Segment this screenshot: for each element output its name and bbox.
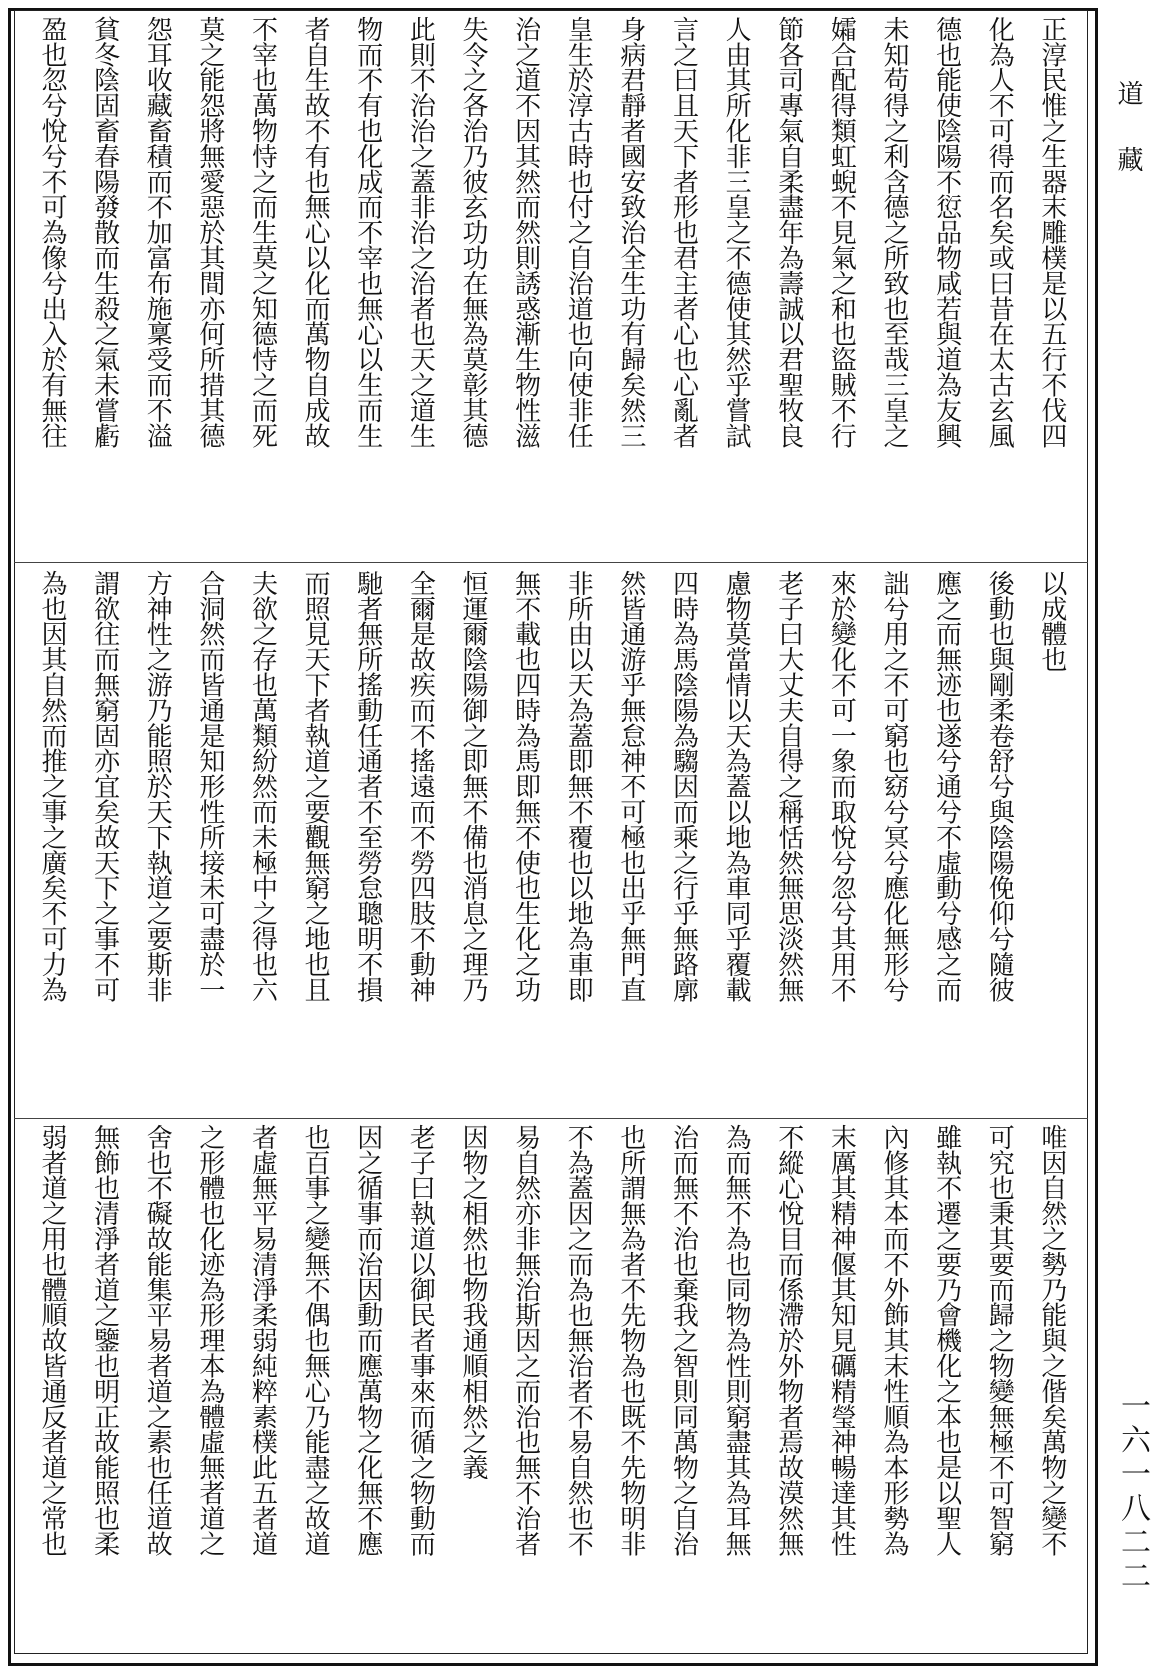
text-column: 無不載也四時為馬即無不使也生化之功 [510,570,541,1002]
text-column: 雖執不遷之要乃會機化之本也是以聖人 [931,1124,962,1556]
page-number: 一六一八二二 [1115,1390,1150,1594]
text-column: 舍也不礙故能集平易者道之素也任道故 [142,1124,173,1556]
text-column: 不縱心悅目而係滯於外物者焉故漠然無 [773,1124,804,1556]
text-column: 夫欲之存也萬類紛然而未極中之得也六 [247,570,278,1002]
text-column: 皇生於淳古時也付之自治道也向使非任 [563,16,594,448]
text-column: 者自生故不有也無心以化而萬物自成故 [300,16,331,448]
text-column: 慮物莫當情以天為蓋以地為車同乎覆載 [721,570,752,1002]
text-column: 正淳民惟之生器末雕樸是以五行不伐四 [1036,16,1067,448]
text-column: 方神性之游乃能照於天下執道之要斯非 [142,570,173,1002]
text-column: 盈也忽兮悅兮不可為像兮出入於有無往 [37,16,67,448]
text-column: 恒運爾陰陽御之即無不備也消息之理乃 [458,570,488,1002]
text-column: 全爾是故疾而不搖遠而不勞四肢不動神 [405,570,436,1002]
text-column: 莫之能怨將無愛惡於其間亦何所措其德 [194,16,225,448]
text-column: 四時為馬陰陽為騶因而乘之行乎無路廓 [668,570,699,1002]
text-column: 易自然亦非無治斯因之而治也無不治者 [510,1124,541,1556]
text-column: 者虛無平易清淨柔弱純粹素樸此五者道 [247,1124,278,1556]
text-column: 言之曰且天下者形也君主者心也心亂者 [668,16,699,448]
text-column: 唯因自然之勢乃能與之偕矣萬物之變不 [1036,1124,1067,1556]
text-column: 謂欲往而無窮固亦宜矣故天下之事不可 [89,570,120,1002]
text-column: 為也因其自然而推之事之廣矣不可力為 [37,570,67,1002]
text-column: 而照見天下者執道之要觀無窮之地也且 [300,570,331,1002]
text-column: 可究也秉其要而歸之物變無極不可智窮 [984,1124,1015,1556]
text-column: 因之循事而治因動而應萬物之化無不應 [352,1124,383,1556]
text-column: 詘兮用之不可窮也窈兮冥兮應化無形兮 [879,570,909,1002]
text-column: 弱者道之用也體順故皆通反者道之常也 [37,1124,67,1556]
text-column: 人由其所化非三皇之不德使其然乎嘗試 [721,16,752,448]
margin-title: 道藏 [1113,80,1143,212]
text-column: 身病君靜者國安致治全生功有歸矣然三 [615,16,646,448]
text-column: 合洞然而皆通是知形性所接未可盡於一 [194,570,225,1002]
text-column: 也百事之變無不偶也無心乃能盡之故道 [300,1124,331,1556]
text-column: 之形體也化迹為形理本為體虛無者道之 [194,1124,225,1556]
text-column: 老子曰大丈夫自得之稱恬然無思淡然無 [773,570,804,1002]
text-panel-1 [22,16,1082,566]
text-column: 非所由以天為蓋即無不覆也以地為車即 [563,570,594,1002]
text-column: 無飾也清淨者道之鑒也明正故能照也柔 [89,1124,120,1556]
text-column: 怨耳收藏畜積而不加富布施稟受而不溢 [142,16,173,448]
text-column: 因物之相然也物我通順相然之義 [458,1124,488,1480]
text-column: 來於變化不可一象而取悅兮忽兮其用不 [826,570,857,1002]
text-column: 末厲其精神偃其知見礪精瑩神暢達其性 [826,1124,857,1556]
text-column: 內修其本而不外飾其末性順為本形勢為 [879,1124,909,1556]
text-column: 節各司專氣自柔盡年為壽誠以君聖牧良 [773,16,804,448]
text-column: 未知苟得之利含德之所致也至哉三皇之 [879,16,909,448]
text-column: 孀合配得類虹蜺不見氣之和也盜賊不行 [826,16,857,448]
text-column: 化為人不可得而名矣或曰昔在太古玄風 [984,16,1015,448]
text-column: 貧冬陰固畜春陽發散而生殺之氣未嘗虧 [89,16,120,448]
text-column: 不為蓋因之而為也無治者不易自然也不 [563,1124,594,1556]
text-column: 馳者無所搖動任通者不至勞怠聰明不損 [352,570,383,1002]
text-column: 老子曰執道以御民者事來而循之物動而 [405,1124,436,1556]
text-column: 以成體也 [1036,570,1067,672]
text-panel-2 [22,570,1082,1120]
text-column: 後動也與剛柔卷舒兮與陰陽俛仰兮隨彼 [984,570,1015,1002]
text-column: 為而無不為也同物為性則窮盡其為耳無 [721,1124,752,1556]
text-column: 然皆通游乎無怠神不可極也出乎無門直 [615,570,646,1002]
text-column: 此則不治治之蓋非治之治者也天之道生 [405,16,436,448]
text-column: 德也能使陰陽不愆品物咸若與道為友興 [931,16,962,448]
text-column: 也所謂無為者不先物為也既不先物明非 [615,1124,646,1556]
text-column: 失令之各治乃彼玄功功在無為莫彰其德 [458,16,488,448]
text-column: 治之道不因其然而然則誘惑漸生物性滋 [510,16,541,448]
text-column: 物而不有也化成而不宰也無心以生而生 [352,16,383,448]
text-panel-3 [22,1124,1082,1674]
text-column: 不宰也萬物恃之而生莫之知德恃之而死 [247,16,278,448]
text-column: 應之而無迹也遂兮通兮不虛動兮感之而 [931,570,962,1002]
text-column: 治而無不治也棄我之智則同萬物之自治 [668,1124,699,1556]
